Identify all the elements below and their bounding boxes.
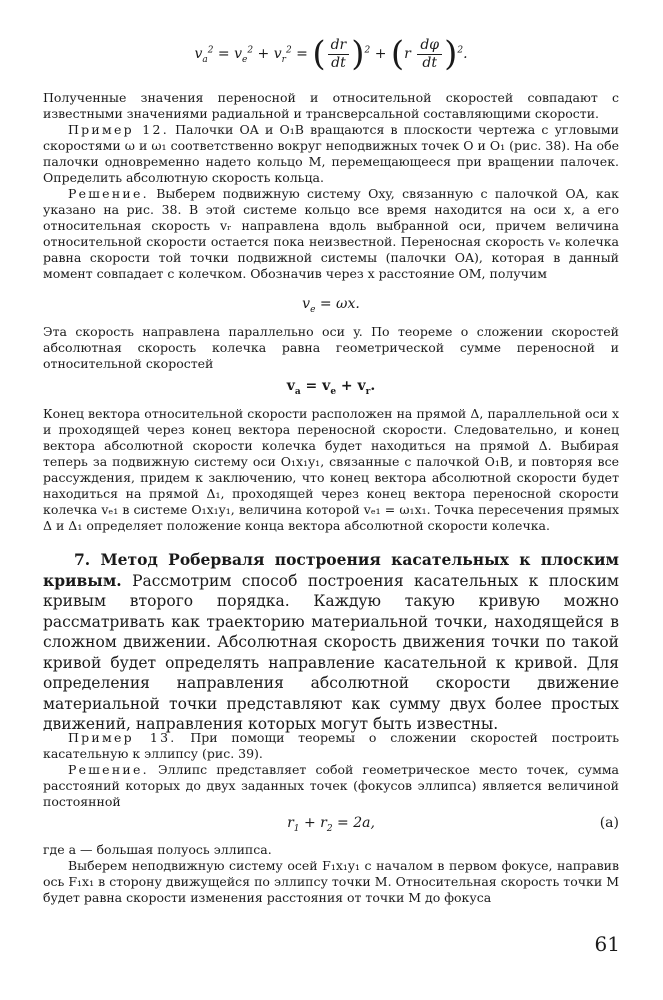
- formula-va: $v_a = v_e + v_r$.: [286, 378, 376, 397]
- formula-ellipse: $r_1 + r_2 = 2a$, (a): [287, 815, 619, 834]
- text-block-ellipse-solution: [43, 842, 619, 906]
- paragraph: Конец вектора относительной скорости расположен на прямой Δ, параллельной оси x и проходящей через конец вектора переносной скорости. Следовательно, и конец вектора абсолютной скорости колечка будет находиться на прямой Δ. Выбирая теперь за подвижную систему оси O₁x₁y₁, связанные с палочкой O₁B, и повторяя все рассуждения, придем к заключению, что конец вектора абсолютной скорости будет находиться на прямой Δ₁, проходящей через конец вектора переносной скорости колечка vₑ₁ в системе O₁x₁y₁, величина которой vₑ₁ = ω₁x₁. Точка пересечения прямых Δ и Δ₁ определяет положение конца вектора абсолютной скорости колечка.: [43, 406, 619, 533]
- equation-label: (a): [599, 815, 619, 831]
- section-heading: 7. Метод Роберваля построения касательных к плоским кривым.: [43, 550, 619, 590]
- formula-ve: $v_e = \omega x$.: [302, 296, 360, 315]
- paragraph: где a — большая полуось эллипса.: [43, 842, 272, 857]
- section-7-roberval: [43, 550, 619, 735]
- paragraph: Решение. Эллипс представляет собой геометрическое место точек, сумма расстояний которых до двух заданных точек (фокусов эллипса) является величиной постоянной: [43, 762, 619, 809]
- paragraph: Эта скорость направлена параллельно оси y. По теореме о сложении скоростей абсолютная скорость колечка равна геометрической сумме переносной и относительной скоростей: [43, 324, 619, 371]
- paragraph: Пример 13. При помощи теоремы о сложении скоростей построить касательную к эллипсу (рис. 39).: [43, 730, 619, 761]
- page-number: 61: [594, 932, 620, 956]
- paragraph: Пример 12. Палочки OA и O₁B вращаются в плоскости чертежа с угловыми скоростями ω и ω₁ соответственно вокруг неподвижных точек O и O₁ (рис. 38). На обе палочки одновременно надето кольцо M, перемещающееся при вращении палочек. Определить абсолютную скорость кольца.: [43, 122, 619, 185]
- text-block-example-13: [43, 730, 619, 810]
- text-block-example-12: [43, 90, 619, 282]
- text-block-velocity-sum: [43, 324, 619, 372]
- paragraph: Выберем неподвижную систему осей F₁x₁y₁ с началом в первом фокусе, направив ось F₁x₁ в сторону движущейся по эллипсу точки M. Относительная скорость точки M будет равна скорости изменения расстояния от точки M до фокуса: [43, 858, 619, 905]
- paragraph: 7. Метод Роберваля построения касательных к плоским кривым. Рассмотрим способ построения касательных к плоским кривым второго порядка. Каждую такую кривую можно рассматривать как траекторию материальной точки, находящейся в сложном движении. Абсолютная скорость движения точки по такой кривой будет определять направление касательной к кривой. Для определения направления абсолютной скорости движение материальной точки представляют как сумму двух более простых движений, направления которых могут быть известны.: [43, 550, 619, 733]
- paragraph: Решение. Выберем подвижную систему Oxy, связанную с палочкой OA, как указано на рис. 38. В этой системе кольцо все время находится на оси x, а его относительная скорость vᵣ направлена вдоль выбранной оси, причем величина относительной скорости остается пока неизвестной. Переносная скорость vₑ колечка равна скорости той точки подвижной системы (палочки OA), которая в данный момент совпадает с колечком. Обозначив через x расстояние OM, получим: [43, 186, 619, 281]
- text-block-intersection: [43, 406, 619, 534]
- paragraph: Полученные значения переносной и относительной скоростей совпадают с известными значениями радиальной и трансверсальной составляющими скорости.: [43, 90, 619, 121]
- formula-velocity-polar: $v_a^2 = v_e^2 + v_r^2$ = ( $\frac{dr}{dt}$ )$^2$ + (r $\frac{d\varphi}{dt}$ )$^2$.: [194, 34, 468, 74]
